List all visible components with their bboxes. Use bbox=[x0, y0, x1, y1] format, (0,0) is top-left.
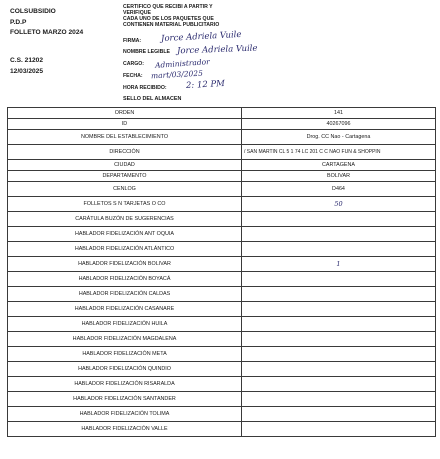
row-label: HABLADOR FIDELIZACIÓN ATLÁNTICO bbox=[8, 242, 242, 257]
campaign-name: FOLLETO MARZO 2024 bbox=[10, 29, 84, 37]
row-value bbox=[242, 227, 436, 242]
row-value bbox=[242, 332, 436, 347]
table-row bbox=[8, 119, 436, 130]
row-value bbox=[242, 362, 436, 377]
row-label: HABLADOR FIDELIZACIÓN META bbox=[8, 347, 242, 362]
program-name: P.D.P bbox=[10, 18, 27, 26]
row-label: DIRECCIÓN bbox=[8, 145, 242, 160]
row-value bbox=[242, 377, 436, 392]
firma-label: FIRMA: bbox=[123, 38, 142, 44]
table-row bbox=[8, 182, 436, 197]
row-label: HABLADOR FIDELIZACIÓN HUILA bbox=[8, 317, 242, 332]
row-value bbox=[242, 422, 436, 437]
company-name: COLSUBSIDIO bbox=[10, 8, 56, 15]
row-label: HABLADOR FIDELIZACIÓN ANT OQUIA bbox=[8, 227, 242, 242]
row-value bbox=[242, 242, 436, 257]
row-label: FOLLETOS S N TARJETAS O CO bbox=[8, 197, 242, 212]
company-header bbox=[10, 7, 83, 39]
row-label: CARÁTULA BUZÓN DE SUGERENCIAS bbox=[8, 212, 242, 227]
row-label: DEPARTAMENTO bbox=[8, 171, 242, 182]
row-value bbox=[242, 392, 436, 407]
table-row bbox=[8, 197, 436, 212]
row-value: Drog. CC Nao - Cartagena bbox=[242, 130, 436, 145]
row-value: 50 bbox=[242, 197, 436, 212]
row-label: ORDEN bbox=[8, 108, 242, 119]
row-label: CENLOG bbox=[8, 182, 242, 197]
cargo-handwritten: Administrador bbox=[154, 57, 211, 70]
hora-handwritten: 2: 12 PM bbox=[185, 78, 226, 92]
table-row bbox=[8, 108, 436, 119]
certification-line-1: CERTIFICO QUE RECIBI A PARTIR Y bbox=[123, 4, 213, 10]
table-row bbox=[8, 160, 436, 171]
row-value bbox=[242, 407, 436, 422]
certification-line-2: VERIFIQUE bbox=[123, 10, 151, 16]
delivery-table bbox=[7, 107, 436, 437]
table-row bbox=[8, 257, 436, 272]
table-row bbox=[8, 272, 436, 287]
row-value bbox=[242, 272, 436, 287]
table-row bbox=[8, 212, 436, 227]
row-label: HABLADOR FIDELIZACIÓN VALLE bbox=[8, 422, 242, 437]
table-row bbox=[8, 392, 436, 407]
row-label: CIUDAD bbox=[8, 160, 242, 171]
certification-line-4: CONTIENEN MATERIAL PUBLICITARIO bbox=[123, 22, 220, 28]
table-row bbox=[8, 171, 436, 182]
table-row bbox=[8, 422, 436, 437]
row-value: CARTAGENA bbox=[242, 160, 436, 171]
row-label: HABLADOR FIDELIZACIÓN CALDAS bbox=[8, 287, 242, 302]
row-value bbox=[242, 302, 436, 317]
row-label: HABLADOR FIDELIZACIÓN BOYACÁ bbox=[8, 272, 242, 287]
sello-label: SELLO DEL ALMACEN bbox=[123, 96, 182, 102]
certification-line-3: CADA UNO DE LOS PAQUETES QUE bbox=[123, 16, 214, 22]
table-row bbox=[8, 407, 436, 422]
nombre-label: NOMBRE LEGIBLE bbox=[123, 49, 170, 55]
row-value bbox=[242, 317, 436, 332]
row-label: HABLADOR FIDELIZACIÓN SANTANDER bbox=[8, 392, 242, 407]
fecha-label: FECHA: bbox=[123, 73, 143, 79]
table-row bbox=[8, 227, 436, 242]
row-label: HABLADOR FIDELIZACIÓN RISARALDA bbox=[8, 377, 242, 392]
row-value: 40267096 bbox=[242, 119, 436, 130]
row-value bbox=[242, 287, 436, 302]
table-row bbox=[8, 377, 436, 392]
row-value: D464 bbox=[242, 182, 436, 197]
row-value: 141 bbox=[242, 108, 436, 119]
row-value: 1 bbox=[242, 257, 436, 272]
cargo-label: CARGO: bbox=[123, 61, 145, 67]
table-row bbox=[8, 130, 436, 145]
firma-signature: Jorce Adriela Vuile bbox=[160, 29, 242, 45]
table-row bbox=[8, 332, 436, 347]
table-row bbox=[8, 287, 436, 302]
table-row bbox=[8, 347, 436, 362]
row-value bbox=[242, 347, 436, 362]
table-row bbox=[8, 317, 436, 332]
row-label: HABLADOR FIDELIZACIÓN BOLIVAR bbox=[8, 257, 242, 272]
row-label: NOMBRE DEL ESTABLECIMIENTO bbox=[8, 130, 242, 145]
row-label: HABLADOR FIDELIZACIÓN QUINDIO bbox=[8, 362, 242, 377]
cs-date: 12/03/2025 bbox=[10, 67, 44, 75]
nombre-handwritten: Jorce Adriela Vuile bbox=[176, 43, 258, 57]
fecha-handwritten: mart/03/2025 bbox=[150, 68, 204, 81]
table-row bbox=[8, 242, 436, 257]
hora-label: HORA RECIBIDO: bbox=[123, 85, 167, 91]
table-row bbox=[8, 362, 436, 377]
row-label: ID bbox=[8, 119, 242, 130]
row-label: HABLADOR FIDELIZACIÓN MAGDALENA bbox=[8, 332, 242, 347]
row-value bbox=[242, 212, 436, 227]
row-label: HABLADOR FIDELIZACIÓN TOLIMA bbox=[8, 407, 242, 422]
cs-block bbox=[10, 56, 43, 77]
cs-code: C.S. 21202 bbox=[10, 57, 43, 64]
row-label: HABLADOR FIDELIZACIÓN CASANARE bbox=[8, 302, 242, 317]
row-value: / SAN MARTIN CL 5 1 74 LC 201 C C NAO FUN & SHOPPIN bbox=[242, 145, 436, 160]
table-row bbox=[8, 145, 436, 160]
row-value: BOLIVAR bbox=[242, 171, 436, 182]
table-row bbox=[8, 302, 436, 317]
